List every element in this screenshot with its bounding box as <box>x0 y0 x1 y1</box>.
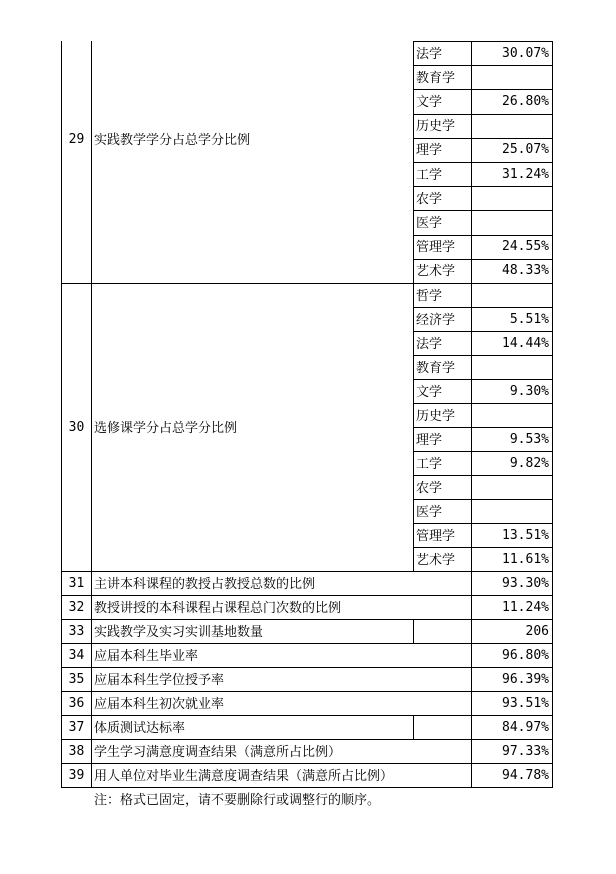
indicator-label: 应届本科生毕业率 <box>92 644 472 667</box>
indicator-label: 体质测试达标率 <box>92 716 414 739</box>
row-number: 39 <box>61 764 92 787</box>
discipline-row <box>414 114 553 138</box>
value-cell: 48.33% <box>472 260 553 283</box>
discipline-cell: 管理学 <box>414 236 472 259</box>
value-cell: 31.24% <box>472 163 553 186</box>
discipline-row <box>414 379 553 403</box>
discipline-cell: 历史学 <box>414 404 472 427</box>
indicator-label: 应届本科生学位授予率 <box>92 668 472 691</box>
discipline-cell: 经济学 <box>414 308 472 331</box>
row-number: 33 <box>61 620 92 643</box>
value-cell <box>472 356 553 379</box>
value-cell <box>472 284 553 307</box>
summary-row <box>61 667 553 691</box>
discipline-row <box>414 284 553 307</box>
discipline-row <box>414 41 553 65</box>
row-number: 30 <box>61 284 92 571</box>
discipline-row <box>414 547 553 571</box>
value-cell: 96.80% <box>472 644 553 667</box>
value-cell: 24.55% <box>472 236 553 259</box>
discipline-row <box>414 355 553 379</box>
summary-row <box>61 715 553 739</box>
summary-row <box>61 619 553 643</box>
discipline-cell: 医学 <box>414 211 472 234</box>
value-cell: 25.07% <box>472 139 553 162</box>
discipline-row <box>414 499 553 523</box>
summary-section <box>61 571 553 788</box>
discipline-cell: 医学 <box>414 500 472 523</box>
value-cell: 11.24% <box>472 596 553 619</box>
value-cell <box>472 404 553 427</box>
discipline-row <box>414 427 553 451</box>
discipline-row <box>414 89 553 113</box>
indicators-table <box>61 41 553 788</box>
indicator-label: 选修课学分占总学分比例 <box>92 284 414 571</box>
discipline-rows <box>414 41 553 283</box>
discipline-cell: 农学 <box>414 476 472 499</box>
discipline-row <box>414 523 553 547</box>
indicator-label: 实践教学及实习实训基地数量 <box>92 620 414 643</box>
row-number: 29 <box>61 41 92 283</box>
discipline-row <box>414 138 553 162</box>
discipline-cell: 文学 <box>414 380 472 403</box>
discipline-row <box>414 186 553 210</box>
indicator-label: 教授讲授的本科课程占课程总门次数的比例 <box>92 596 472 619</box>
discipline-cell: 艺术学 <box>414 548 472 571</box>
note-text: 注：格式已固定，请不要删除行或调整行的顺序。 <box>94 792 381 807</box>
row-number: 31 <box>61 572 92 595</box>
discipline-cell: 文学 <box>414 90 472 113</box>
discipline-row <box>414 403 553 427</box>
discipline-row <box>414 331 553 355</box>
summary-row <box>61 595 553 619</box>
summary-row <box>61 739 553 763</box>
indicator-label: 用人单位对毕业生满意度调查结果（满意所占比例） <box>92 764 472 787</box>
value-cell: 14.44% <box>472 332 553 355</box>
indicator-label: 应届本科生初次就业率 <box>92 692 472 715</box>
discipline-row <box>414 307 553 331</box>
value-cell: 93.30% <box>472 572 553 595</box>
value-cell: 84.97% <box>472 716 553 739</box>
indicator-label: 学生学习满意度调查结果（满意所占比例） <box>92 740 472 763</box>
discipline-cell: 法学 <box>414 332 472 355</box>
indicator-label: 实践教学学分占总学分比例 <box>92 41 414 283</box>
discipline-cell: 教育学 <box>414 66 472 89</box>
row-number: 38 <box>61 740 92 763</box>
value-cell <box>472 187 553 210</box>
discipline-cell: 哲学 <box>414 284 472 307</box>
discipline-cell: 工学 <box>414 452 472 475</box>
discipline-cell: 历史学 <box>414 115 472 138</box>
discipline-cell: 工学 <box>414 163 472 186</box>
value-cell: 11.61% <box>472 548 553 571</box>
row-number: 34 <box>61 644 92 667</box>
value-cell: 9.82% <box>472 452 553 475</box>
discipline-rows <box>414 284 553 571</box>
discipline-cell: 教育学 <box>414 356 472 379</box>
summary-row <box>61 643 553 667</box>
discipline-cell: 法学 <box>414 42 472 65</box>
discipline-row <box>414 65 553 89</box>
value-cell: 96.39% <box>472 668 553 691</box>
discipline-row <box>414 235 553 259</box>
discipline-row <box>414 210 553 234</box>
row-number: 37 <box>61 716 92 739</box>
value-cell <box>472 66 553 89</box>
value-cell <box>472 211 553 234</box>
value-cell: 93.51% <box>472 692 553 715</box>
summary-row <box>61 572 553 595</box>
value-cell: 97.33% <box>472 740 553 763</box>
empty-cell <box>414 716 472 739</box>
discipline-row <box>414 451 553 475</box>
discipline-cell: 农学 <box>414 187 472 210</box>
value-cell <box>472 500 553 523</box>
discipline-row <box>414 162 553 186</box>
discipline-row <box>414 259 553 283</box>
value-cell <box>472 476 553 499</box>
discipline-cell: 艺术学 <box>414 260 472 283</box>
discipline-cell: 理学 <box>414 428 472 451</box>
indicator-section-30 <box>61 283 553 571</box>
discipline-row <box>414 475 553 499</box>
indicator-section-29 <box>61 41 553 283</box>
summary-row <box>61 691 553 715</box>
summary-row <box>61 763 553 787</box>
discipline-cell: 理学 <box>414 139 472 162</box>
row-number: 35 <box>61 668 92 691</box>
indicator-label: 主讲本科课程的教授占教授总数的比例 <box>92 572 472 595</box>
row-number: 36 <box>61 692 92 715</box>
value-cell: 26.80% <box>472 90 553 113</box>
empty-cell <box>414 620 472 643</box>
value-cell: 30.07% <box>472 42 553 65</box>
value-cell: 9.53% <box>472 428 553 451</box>
discipline-cell: 管理学 <box>414 524 472 547</box>
value-cell: 94.78% <box>472 764 553 787</box>
value-cell <box>472 115 553 138</box>
value-cell: 9.30% <box>472 380 553 403</box>
value-cell: 5.51% <box>472 308 553 331</box>
row-number: 32 <box>61 596 92 619</box>
value-cell: 206 <box>472 620 553 643</box>
value-cell: 13.51% <box>472 524 553 547</box>
